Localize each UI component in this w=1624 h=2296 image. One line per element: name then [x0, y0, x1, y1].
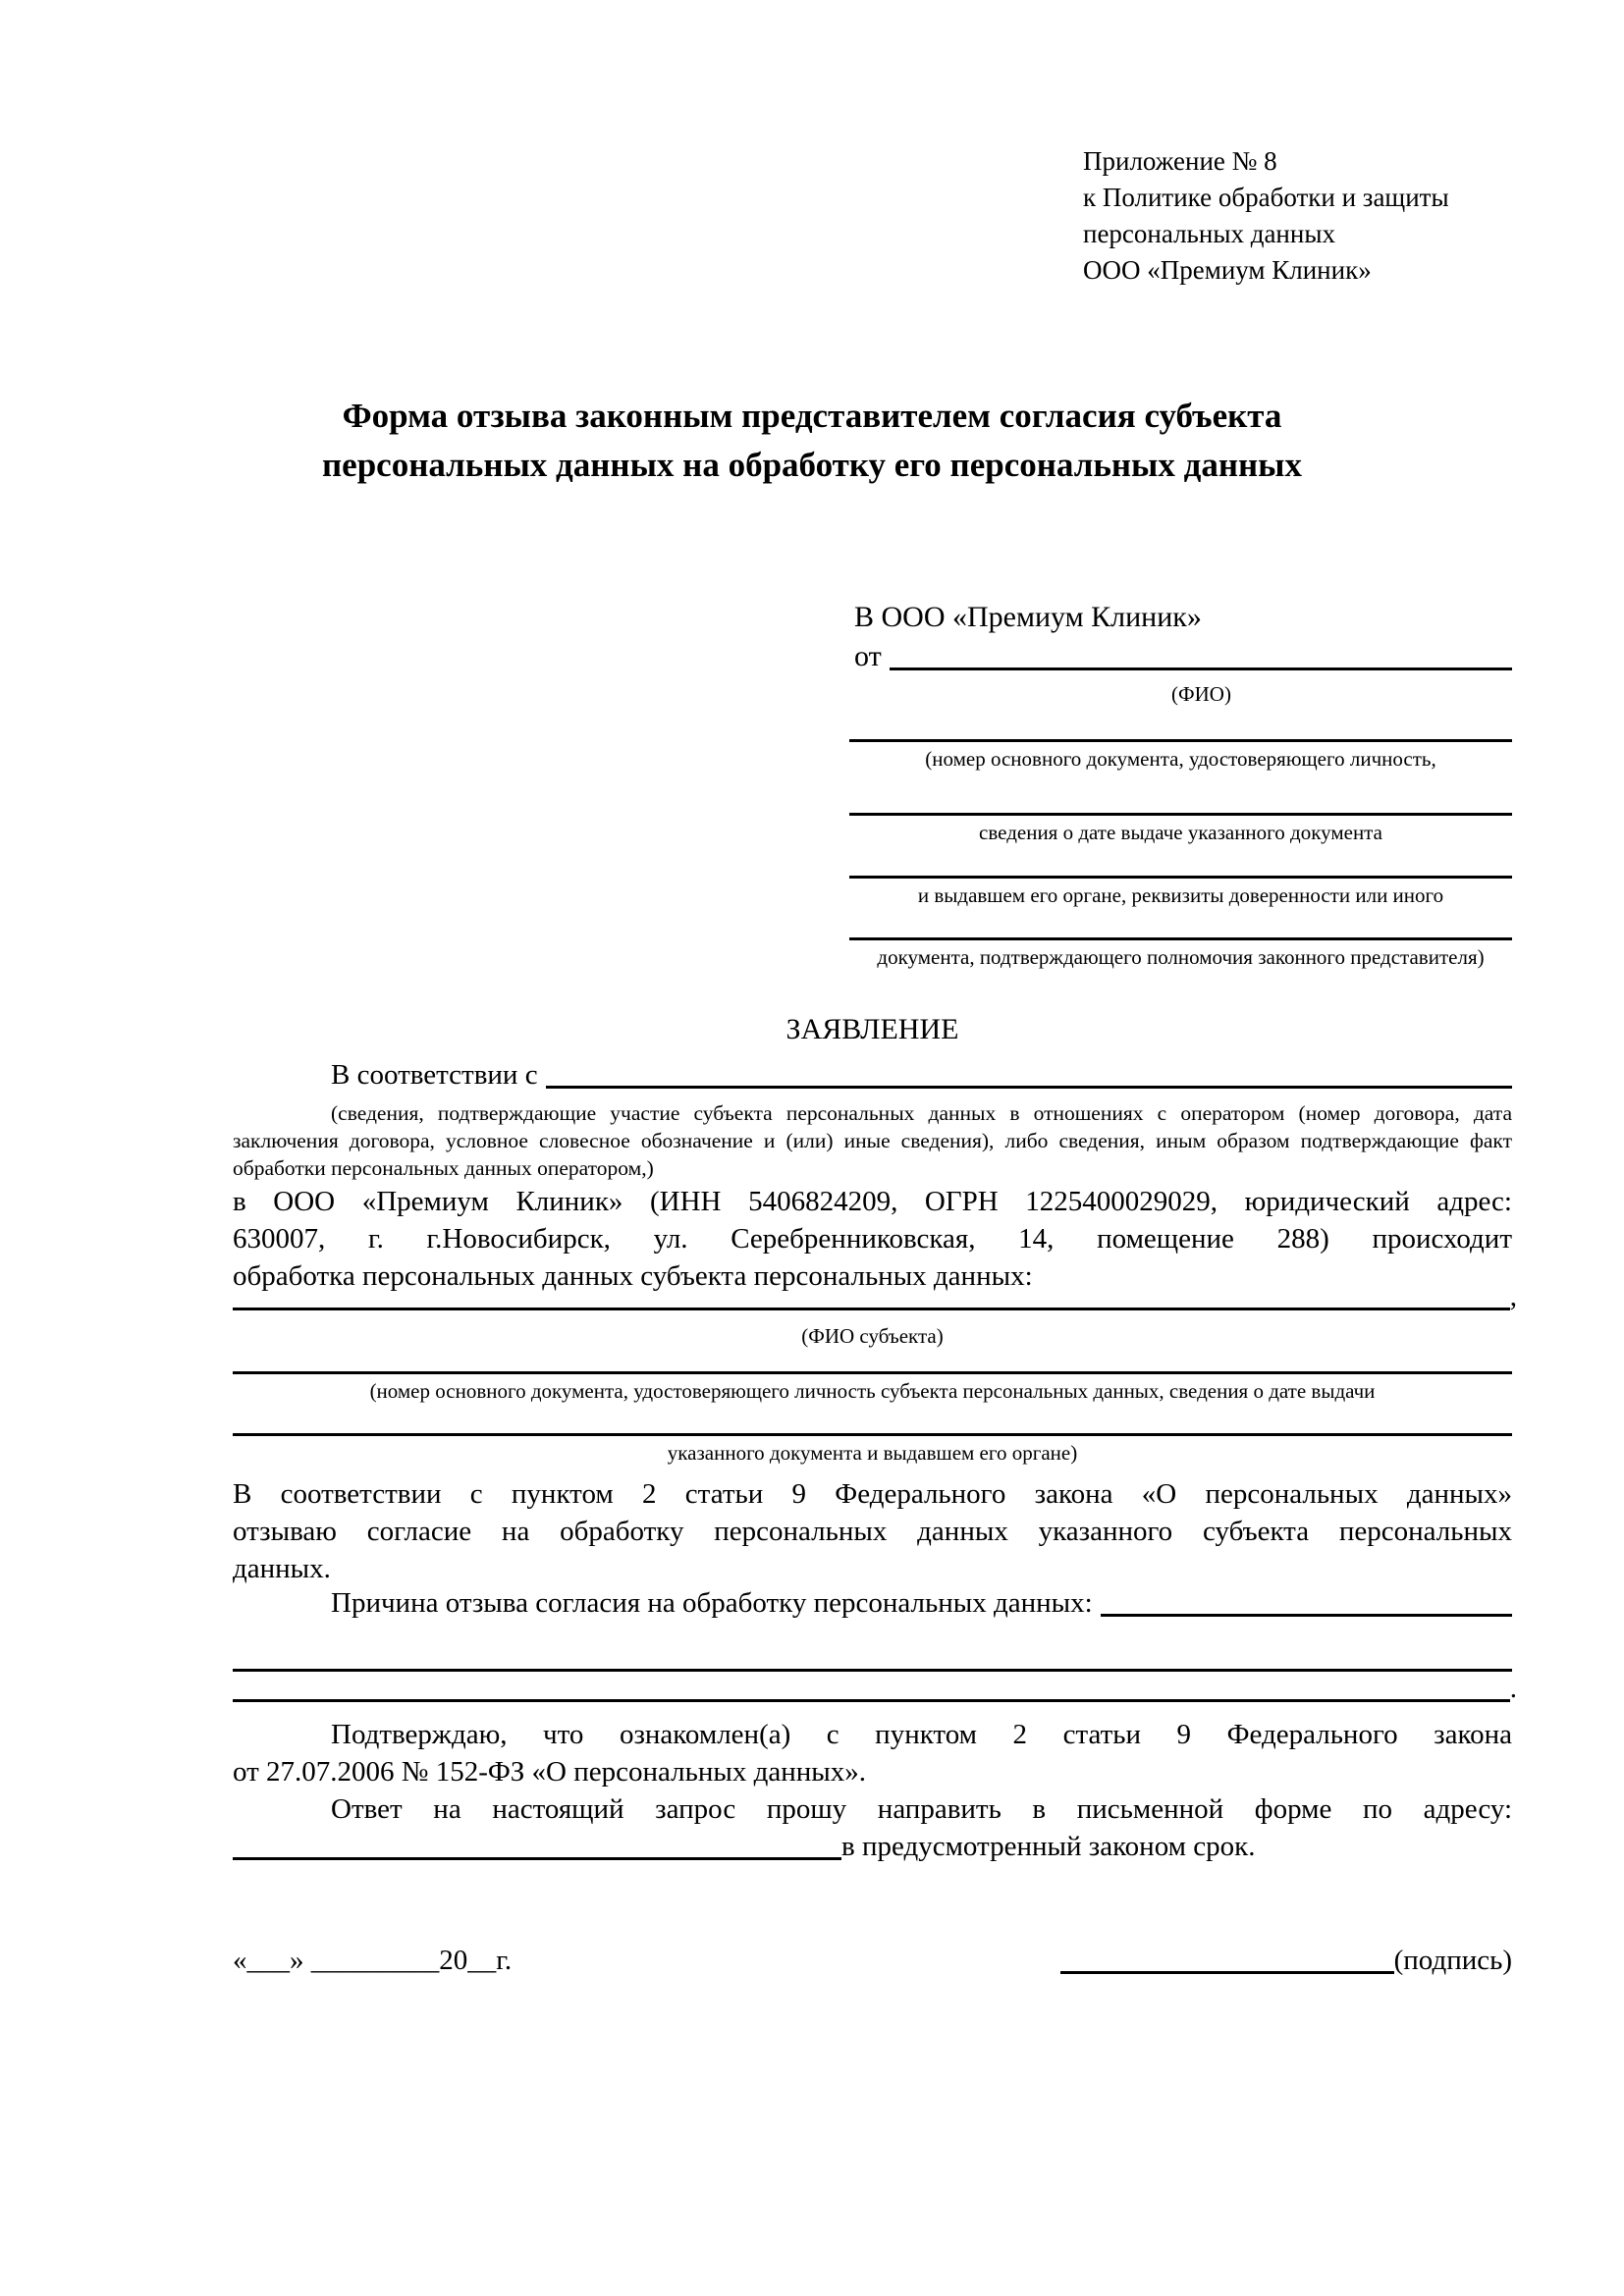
fine-print-line-3: обработки персональных данных оператором,) — [233, 1156, 654, 1180]
statement-heading: ЗАЯВЛЕНИЕ — [785, 1013, 959, 1045]
fine-print — [233, 1099, 1512, 1182]
subject-doc-blank-line-1 — [233, 1371, 1512, 1374]
subject-name-row — [233, 1278, 1517, 1315]
id-doc-caption-4: документа, подтверждающего полномочия законного представителя) — [877, 945, 1485, 969]
address-blank-line — [233, 1857, 841, 1860]
reason-blank-line-3 — [233, 1699, 1510, 1702]
reason-blank-line — [1101, 1614, 1512, 1617]
withdrawal-paragraph-line-1: В соответствии с пунктом 2 статьи 9 Федерального закона «О персональных данных» — [233, 1478, 1512, 1510]
signature-group — [1060, 1942, 1512, 1979]
id-doc-caption-3: и выдавшем его органе, реквизиты доверенности или иного — [917, 883, 1444, 907]
id-doc-blank-line-1 — [849, 739, 1512, 742]
withdrawal-paragraph-line-3: данных. — [233, 1553, 331, 1584]
response-request-line: Ответ на настоящий запрос прошу направить в письменной форме по адресу: — [331, 1793, 1512, 1825]
appendix-note-line: Приложение № 8 — [1083, 146, 1277, 176]
accordance-row — [233, 1056, 1512, 1094]
document-title-line: Форма отзыва законным представителем согласия субъекта — [342, 397, 1282, 435]
document-title — [154, 392, 1470, 490]
id-doc-blank-line-3 — [849, 876, 1512, 879]
subject-line-comma: , — [1509, 1281, 1517, 1312]
operator-paragraph-line-1: в ООО «Премиум Клиник» (ИНН 5406824209, ОГРН 1225400029029, юридический адрес: — [233, 1186, 1512, 1217]
from-row — [854, 638, 1512, 675]
subject-doc-caption-2: указанного документа и выдавшем его органе) — [667, 1441, 1078, 1465]
confirm-paragraph-line-1: Подтверждаю, что ознакомлен(а) с пунктом 2 статьи 9 Федерального закона — [331, 1719, 1512, 1750]
response-suffix-row — [233, 1828, 1512, 1865]
confirm-paragraph — [233, 1716, 1512, 1790]
id-doc-caption-1: (номер основного документа, удостоверяющего личность, — [925, 747, 1436, 771]
appendix-note-line: к Политике обработки и защиты — [1083, 183, 1449, 212]
fine-print-line-1: (сведения, подтверждающие участие субъекта персональных данных в отношениях с оператором (номер договора, дата — [331, 1101, 1512, 1125]
fio-caption: (ФИО) — [1171, 682, 1231, 706]
subject-name-blank-line — [233, 1308, 1510, 1310]
subject-doc-caption-1: (номер основного документа, удостоверяющего личность субъекта персональных данных, сведения о дате выдачи — [369, 1379, 1376, 1403]
appendix-note-line: ООО «Премиум Клиник» — [1083, 255, 1372, 285]
blank-line-period: . — [1509, 1673, 1517, 1704]
operator-paragraph-line-2: 630007, г. г.Новосибирск, ул. Серебренниковская, 14, помещение 288) происходит — [233, 1223, 1512, 1255]
subject-doc-blank-line-2 — [233, 1433, 1512, 1436]
withdrawal-paragraph-line-2: отзываю согласие на обработку персональных данных указанного субъекта персональных — [233, 1516, 1512, 1547]
accordance-blank-line — [546, 1086, 1512, 1089]
id-doc-blank-line-4 — [849, 937, 1512, 940]
signature-blank-line — [1060, 1971, 1394, 1974]
operator-paragraph-line-3: обработка персональных данных субъекта персональных данных: — [233, 1260, 1033, 1292]
signature-caption: (подпись) — [1393, 1945, 1512, 1976]
fine-print-line-2: заключения договора, условное словесное обозначение и (или) иные сведения), либо сведения, иным образом подтверждающие факт — [233, 1129, 1512, 1152]
reason-blank-row-3 — [233, 1672, 1517, 1707]
reason-label: Причина отзыва согласия на обработку персональных данных: — [331, 1587, 1093, 1619]
from-label: от — [854, 640, 882, 672]
id-doc-blank-line-2 — [849, 813, 1512, 816]
document-title-line: персональных данных на обработку его персональных данных — [322, 446, 1302, 484]
id-doc-caption-2: сведения о дате выдаче указанного документа — [979, 821, 1382, 844]
withdrawal-paragraph — [233, 1475, 1512, 1587]
reason-row — [233, 1584, 1512, 1622]
confirm-paragraph-line-2: от 27.07.2006 № 152-ФЗ «О персональных данных». — [233, 1756, 867, 1788]
from-blank-line — [890, 667, 1512, 670]
subject-fio-caption: (ФИО субъекта) — [801, 1324, 944, 1348]
addressee-org: В ООО «Премиум Клиник» — [854, 601, 1202, 633]
appendix-note — [1083, 143, 1449, 289]
date-blank: «___» _________20__г. — [233, 1945, 513, 1976]
accordance-prefix: В соответствии с — [331, 1059, 538, 1091]
response-suffix: в предусмотренный законом срок. — [841, 1831, 1256, 1862]
appendix-note-line: персональных данных — [1083, 219, 1335, 248]
date-signature-row — [233, 1942, 1512, 1979]
